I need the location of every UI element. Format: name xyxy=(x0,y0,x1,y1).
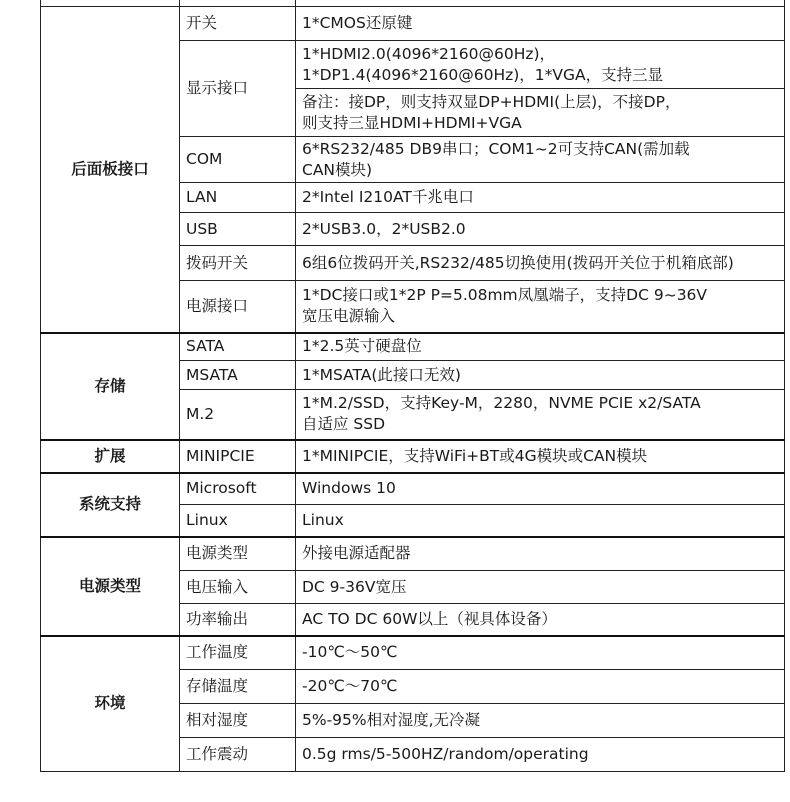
spec-value-line: Linux xyxy=(302,510,344,529)
spec-value xyxy=(296,604,785,636)
spec-name: USB xyxy=(180,213,296,246)
category-label: 扩展 xyxy=(41,440,180,473)
category-label: 存储 xyxy=(41,333,180,440)
spec-value xyxy=(296,440,785,473)
spec-value-line: 1*MINIPCIE，支持WiFi+BT或4G模块或CAN模块 xyxy=(302,446,648,465)
table-row xyxy=(41,473,785,505)
spec-name: 工作温度 xyxy=(180,636,296,670)
spec-value-line: 0.5g rms/5-500HZ/random/operating xyxy=(302,745,589,763)
spec-value xyxy=(296,7,785,41)
spec-value-line: 1*MSATA(此接口无效) xyxy=(302,365,461,384)
spec-value-line: 1*2.5英寸硬盘位 xyxy=(302,337,422,356)
spec-name: Linux xyxy=(180,505,296,537)
spec-value xyxy=(296,183,785,213)
spec-name: 显示接口 xyxy=(180,41,296,137)
spec-value xyxy=(296,361,785,390)
spec-name: SATA xyxy=(180,333,296,361)
category-label: 电源类型 xyxy=(41,537,180,636)
spec-value xyxy=(296,41,785,89)
spec-name: MINIPCIE xyxy=(180,440,296,473)
spec-name: 电压输入 xyxy=(180,571,296,604)
spec-value-line: 2*USB3.0，2*USB2.0 xyxy=(302,219,466,238)
spec-value xyxy=(296,89,785,137)
spec-value-line: CAN模块) xyxy=(302,160,373,179)
spec-value xyxy=(296,390,785,440)
spec-value xyxy=(296,571,785,604)
spec-value xyxy=(296,537,785,571)
spec-value-line: 则支持三显HDMI+HDMI+VGA xyxy=(302,113,522,132)
table-row xyxy=(41,537,785,571)
spec-value xyxy=(296,246,785,281)
spec-name: 相对湿度 xyxy=(180,704,296,738)
table-row xyxy=(41,440,785,473)
spec-name: 电源类型 xyxy=(180,537,296,571)
spec-value xyxy=(296,738,785,772)
spec-value xyxy=(296,670,785,704)
spec-value xyxy=(296,636,785,670)
category-label: 系统支持 xyxy=(41,473,180,537)
spec-value-line: AC TO DC 60W以上（视具体设备） xyxy=(302,609,557,628)
spec-value-line: 1*DP1.4(4096*2160@60Hz)，1*VGA，支持三显 xyxy=(302,65,664,84)
spec-value xyxy=(296,704,785,738)
table-row xyxy=(41,636,785,670)
spec-name: M.2 xyxy=(180,390,296,440)
spec-value-line: 1*HDMI2.0(4096*2160@60Hz)， xyxy=(302,44,556,63)
spec-value-line: 自适应 SSD xyxy=(302,415,386,434)
spec-name: 电源接口 xyxy=(180,281,296,333)
table-row xyxy=(41,7,785,41)
spec-name: 开关 xyxy=(180,7,296,41)
spec-value-line: -10℃～50℃ xyxy=(302,643,398,662)
spec-name: 存储温度 xyxy=(180,670,296,704)
spec-value-line: 1*CMOS还原键 xyxy=(302,14,413,32)
spec-value xyxy=(296,473,785,505)
spec-value-line: 宽压电源输入 xyxy=(302,307,396,326)
spec-value-line: -20℃～70℃ xyxy=(302,677,398,695)
spec-value-line: DC 9-36V宽压 xyxy=(302,577,407,596)
spec-value-line: 6*RS232/485 DB9串口；COM1~2可支持CAN(需加载 xyxy=(302,139,690,158)
spec-value xyxy=(296,333,785,361)
spec-value-line: 外接电源适配器 xyxy=(302,544,411,563)
spec-value-line: 备注：接DP，则支持双显DP+HDMI(上层)，不接DP， xyxy=(302,92,681,111)
spec-value xyxy=(296,505,785,537)
spec-value-line: 5%-95%相对湿度,无冷凝 xyxy=(302,711,481,729)
spec-name: LAN xyxy=(180,183,296,213)
category-label: 环境 xyxy=(41,636,180,772)
spec-value-line: 2*Intel I210AT千兆电口 xyxy=(302,188,474,206)
spec-name: Microsoft xyxy=(180,473,296,505)
spec-name: COM xyxy=(180,137,296,183)
spec-value-line: 1*DC接口或1*2P P=5.08mm凤凰端子，支持DC 9~36V xyxy=(302,286,708,305)
spec-name: MSATA xyxy=(180,361,296,390)
spec-value xyxy=(296,213,785,246)
spec-value-line: Windows 10 xyxy=(302,479,396,498)
spec-table xyxy=(40,0,785,772)
spec-name: 功率输出 xyxy=(180,604,296,636)
spec-value xyxy=(296,137,785,183)
category-label: 后面板接口 xyxy=(41,7,180,333)
spec-name: 工作震动 xyxy=(180,738,296,772)
spec-value xyxy=(296,281,785,333)
spec-name: 拨码开关 xyxy=(180,246,296,281)
spec-value-line: 6组6位拨码开关,RS232/485切换使用(拨码开关位于机箱底部) xyxy=(302,253,734,272)
spec-value-line: 1*M.2/SSD，支持Key-M，2280，NVME PCIE x2/SATA xyxy=(302,394,701,413)
table-row xyxy=(41,333,785,361)
